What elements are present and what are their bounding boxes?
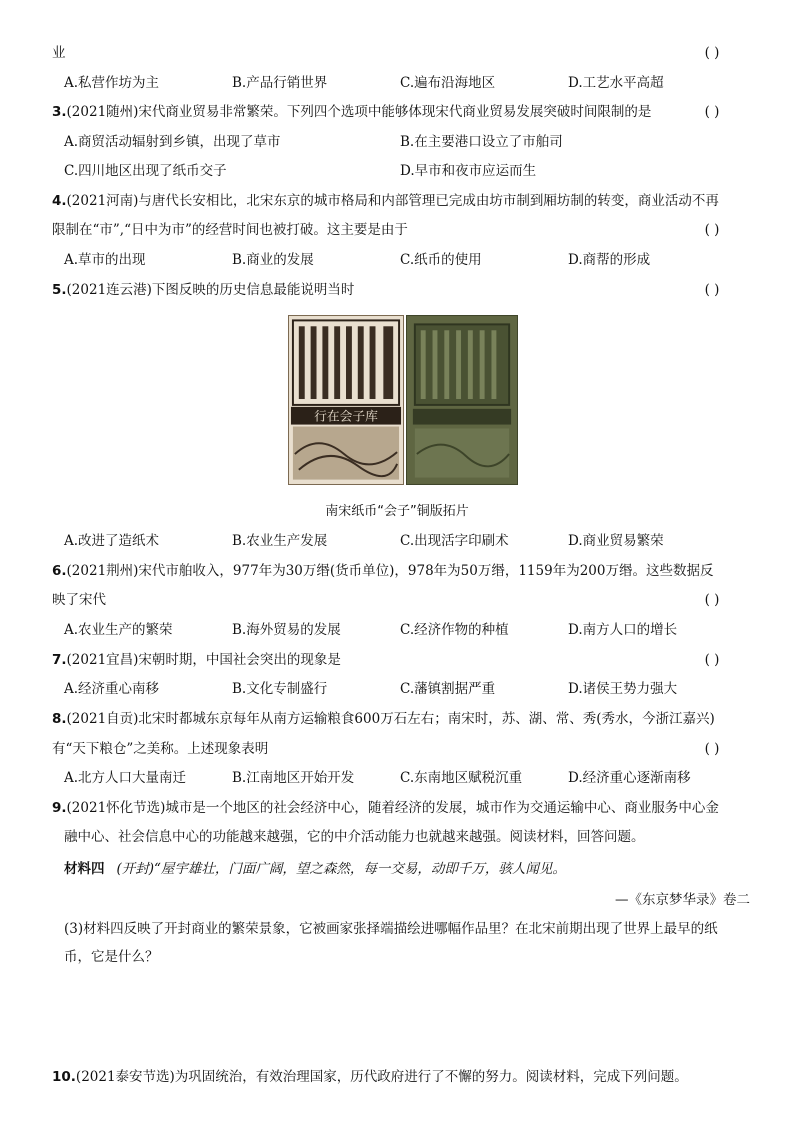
- question-text: (2021自贡)北宋时都城东京每年从南方运输粮食600万石左右；南宋时，苏、湖、常、秀(秀水，今浙江嘉兴): [66, 711, 715, 727]
- question-4-line2: [52, 219, 742, 241]
- question-text: (2021荆州)宋代市舶收入，977年为30万缗(货币单位)，978年为50万缗，1159年为200万缗。这些数据反: [66, 563, 714, 579]
- option-b: B.产品行销世界: [232, 75, 328, 91]
- question-text: 融中心、社会信息中心的功能越来越强，它的中介活动能力也就越来越强。阅读材料，回答问题。: [64, 829, 645, 845]
- question-text: 币，它是什么？: [64, 949, 159, 965]
- option-b: B.商业的发展: [232, 252, 314, 268]
- option-c: C.四川地区出现了纸币交子: [64, 163, 227, 179]
- answer-bracket: ( ): [704, 741, 720, 757]
- band-inscription: 行在会子库: [314, 409, 378, 425]
- answer-bracket: ( ): [704, 222, 720, 238]
- option-d: D.工艺水平高超: [568, 75, 664, 91]
- option-c: C.东南地区赋税沉重: [400, 770, 523, 786]
- option-a: A.经济重心南移: [64, 681, 160, 697]
- answer-bracket: ( ): [704, 652, 720, 668]
- question-text: 映了宋代: [52, 592, 106, 608]
- image-caption: 南宋纸币“会子”铜版拓片: [325, 504, 469, 519]
- question-number: 6.: [52, 563, 67, 579]
- question-3: [52, 101, 742, 123]
- question-number: 7.: [52, 652, 67, 668]
- question-number: 5.: [52, 282, 67, 298]
- question-text: 限制在“市”,“日中为市”的经营时间也被打破。这主要是由于: [52, 222, 408, 238]
- question-text: (2021怀化节选)城市是一个地区的社会经济中心，随着经济的发展，城市作为交通运输中心、商业服务中心金: [66, 800, 719, 816]
- option-b: B.农业生产发展: [232, 533, 328, 549]
- question-text: (2021随州)宋代商业贸易非常繁荣。下列四个选项中能够体现宋代商业贸易发展突破时间限制的是: [66, 104, 652, 120]
- question-text: (3)材料四反映了开封商业的繁荣景象，它被画家张择端描绘进哪幅作品里？在北宋前期出现了世界上最早的纸: [64, 921, 718, 937]
- question-2-options: [64, 72, 744, 94]
- huizi-copperplate-image: [288, 315, 518, 485]
- question-number: 3.: [52, 104, 67, 120]
- question-5-options: [64, 530, 744, 552]
- copper-plate-image: [406, 315, 518, 485]
- material-four: [64, 858, 754, 880]
- answer-bracket: ( ): [704, 45, 720, 61]
- question-text: (2021宜昌)宋朝时期，中国社会突出的现象是: [66, 652, 341, 668]
- option-a: A.商贸活动辐射到乡镇，出现了草市: [64, 134, 281, 150]
- option-b: B.海外贸易的发展: [232, 622, 341, 638]
- option-d: D.诸侯王势力强大: [568, 681, 678, 697]
- question-2-tail: [52, 42, 742, 64]
- option-a: A.改进了造纸术: [64, 533, 160, 549]
- option-d: D.早市和夜市应运而生: [400, 163, 537, 179]
- question-9-line2: [64, 826, 754, 848]
- option-d: D.经济重心逐渐南移: [568, 770, 691, 786]
- option-b: B.江南地区开始开发: [232, 770, 355, 786]
- question-3-options-row2: [64, 160, 744, 182]
- option-c: C.藩镇割据严重: [400, 681, 496, 697]
- question-number: 10.: [52, 1069, 76, 1085]
- option-a: A.草市的出现: [64, 252, 146, 268]
- option-d: D.商业贸易繁荣: [568, 533, 664, 549]
- question-text: 业: [52, 45, 66, 61]
- question-6: [52, 560, 742, 582]
- option-c: C.经济作物的种植: [400, 622, 509, 638]
- question-6-options: [64, 619, 744, 641]
- question-8-options: [64, 767, 744, 789]
- question-9-sub: [64, 918, 754, 940]
- question-9-sub-line2: [64, 946, 754, 968]
- rubbing-print-image: [288, 315, 404, 485]
- question-7: [52, 649, 742, 671]
- question-5: [52, 279, 742, 301]
- option-b: B.在主要港口设立了市舶司: [400, 134, 563, 150]
- option-b: B.文化专制盛行: [232, 681, 328, 697]
- question-number: 8.: [52, 711, 67, 727]
- material-source: —《东京梦华录》卷二: [615, 892, 750, 908]
- question-4-options: [64, 249, 744, 271]
- option-d: D.南方人口的增长: [568, 622, 678, 638]
- question-8: [52, 708, 742, 730]
- question-number: 4.: [52, 193, 67, 209]
- question-6-line2: [52, 589, 742, 611]
- question-7-options: [64, 678, 744, 700]
- option-a: A.北方人口大量南迁: [64, 770, 187, 786]
- option-c: C.遍布沿海地区: [400, 75, 496, 91]
- option-a: A.私营作坊为主: [64, 75, 160, 91]
- option-d: D.商帮的形成: [568, 252, 651, 268]
- material-text: (开封)“屋宇雄壮，门面广阔，望之森然，每一交易，动即千万，骇人闻见。: [116, 861, 566, 877]
- question-text: (2021泰安节选)为巩固统治，有效治理国家，历代政府进行了不懈的努力。阅读材料，完成下列问题。: [75, 1069, 688, 1085]
- material-label: 材料四: [64, 861, 105, 877]
- answer-bracket: ( ): [704, 104, 720, 120]
- question-10: [52, 1066, 742, 1088]
- option-a: A.农业生产的繁荣: [64, 622, 173, 638]
- question-9: [52, 797, 742, 819]
- option-c: C.出现活字印刷术: [400, 533, 509, 549]
- question-3-options-row1: [64, 131, 744, 153]
- question-text: 有“天下粮仓”之美称。上述现象表明: [52, 741, 269, 757]
- question-text: (2021河南)与唐代长安相比，北宋东京的城市格局和内部管理已完成由坊市制到厢坊制的转变，商业活动不再: [66, 193, 719, 209]
- question-4: [52, 190, 742, 212]
- answer-bracket: ( ): [704, 282, 720, 298]
- question-8-line2: [52, 738, 742, 760]
- question-number: 9.: [52, 800, 67, 816]
- answer-bracket: ( ): [704, 592, 720, 608]
- option-c: C.纸币的使用: [400, 252, 482, 268]
- question-text: (2021连云港)下图反映的历史信息最能说明当时: [66, 282, 355, 298]
